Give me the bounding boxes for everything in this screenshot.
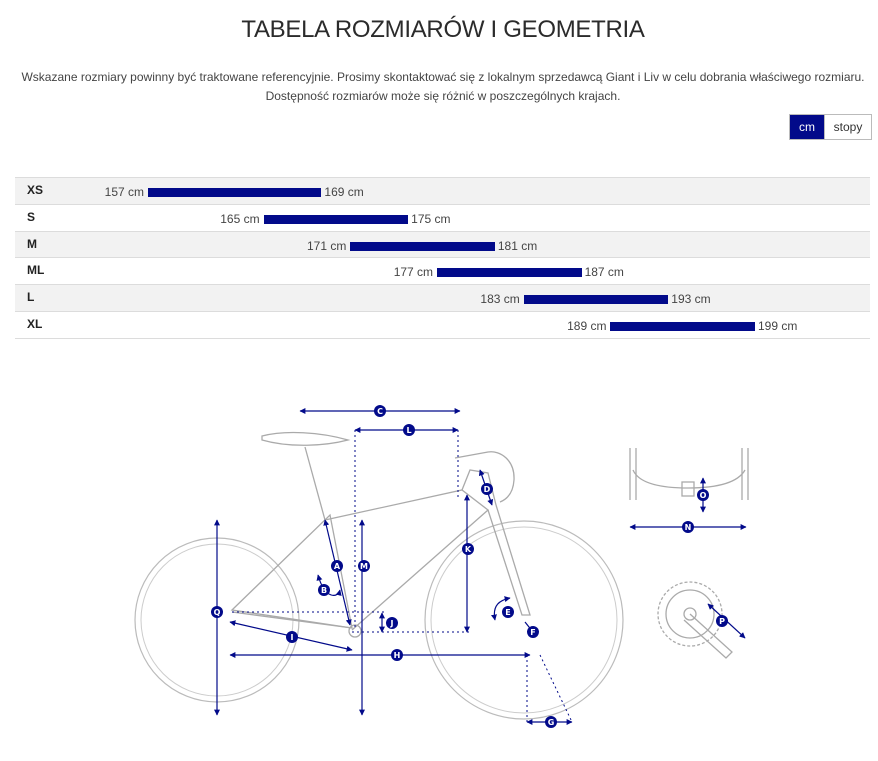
svg-text:B: B [320, 586, 328, 595]
range-min-text: 165 cm [220, 211, 260, 226]
label-c [374, 405, 386, 417]
range-min-text: 183 cm [480, 292, 520, 307]
size-disclaimer [0, 68, 878, 106]
svg-text:P: P [719, 617, 725, 626]
svg-text:K: K [464, 545, 472, 554]
size-row-xl [15, 312, 870, 339]
label-f [527, 626, 539, 638]
svg-text:I: I [290, 633, 294, 642]
size-row-xs [15, 178, 870, 205]
svg-text:M: M [360, 562, 368, 571]
label-o [697, 489, 709, 501]
front-wheel [425, 521, 623, 719]
range-max-text: 193 cm [671, 292, 711, 307]
height-range-bar [610, 322, 755, 331]
label-e [502, 606, 514, 618]
size-label: ML [27, 263, 45, 278]
label-g [545, 716, 557, 728]
svg-text:C: C [377, 407, 383, 416]
rider-height-table [15, 177, 870, 339]
size-label: XS [27, 183, 44, 197]
label-p [716, 615, 728, 627]
height-range-bar [524, 295, 669, 304]
label-b [318, 584, 330, 596]
bike-frame [232, 433, 530, 637]
label-d [481, 483, 493, 495]
range-min-text: 177 cm [393, 265, 434, 280]
size-label: M [27, 236, 37, 251]
label-m [358, 560, 370, 572]
unit-feet-button[interactable]: stopy [824, 115, 871, 139]
height-range-bar [148, 188, 321, 197]
range-max-text: 181 cm [497, 238, 538, 253]
label-k [462, 543, 474, 555]
range-min-text: 157 cm [104, 185, 144, 199]
bike-geometry-diagram [0, 380, 878, 760]
size-label: XL [27, 316, 43, 331]
svg-text:H: H [393, 651, 401, 660]
svg-text:N: N [684, 523, 692, 532]
range-max-text: 187 cm [584, 265, 624, 280]
size-row-m [15, 232, 870, 259]
svg-text:J: J [390, 619, 394, 628]
geometry-labels [211, 405, 728, 728]
handlebar-front-view [630, 448, 748, 500]
svg-text:D: D [483, 485, 491, 494]
label-q [211, 606, 223, 618]
svg-text:F: F [530, 628, 536, 637]
range-max-text: 169 cm [324, 185, 364, 199]
label-h [391, 649, 403, 661]
unit-toggle [789, 114, 872, 140]
svg-text:E: E [505, 608, 511, 617]
label-n [682, 521, 694, 533]
label-a [331, 560, 343, 572]
dimension-lines [217, 411, 746, 722]
disclaimer-line-2: Dostępność rozmiarów może się różnić w poszczególnych krajach. [265, 89, 621, 103]
label-j [386, 617, 398, 629]
svg-text:Q: Q [213, 608, 221, 617]
label-i [286, 631, 298, 643]
svg-text:L: L [406, 426, 412, 435]
height-range-bar [437, 268, 582, 277]
disclaimer-line-1: Wskazane rozmiary powinny być traktowane referencyjnie. Prosimy skontaktować się z lokalnym sprzedawcą Giant i Liv w celu dobrania właściwego rozmiaru. [21, 70, 865, 84]
size-label: L [27, 290, 35, 305]
label-l [403, 424, 415, 436]
range-max-text: 199 cm [758, 318, 798, 333]
range-min-text: 171 cm [306, 238, 347, 253]
size-row-s [15, 205, 870, 232]
height-range-bar [264, 215, 409, 224]
size-row-l [15, 285, 870, 312]
guide-lines [232, 430, 572, 722]
svg-text:O: O [699, 491, 707, 500]
svg-text:A: A [333, 562, 341, 571]
size-row-ml [15, 258, 870, 285]
page-title: TABELA ROZMIARÓW I GEOMETRIA [241, 16, 645, 43]
size-label: S [27, 209, 36, 224]
svg-text:G: G [547, 718, 555, 727]
height-range-bar [350, 242, 495, 251]
range-min-text: 189 cm [567, 318, 607, 333]
range-max-text: 175 cm [411, 211, 451, 226]
unit-cm-button[interactable]: cm [790, 115, 824, 139]
